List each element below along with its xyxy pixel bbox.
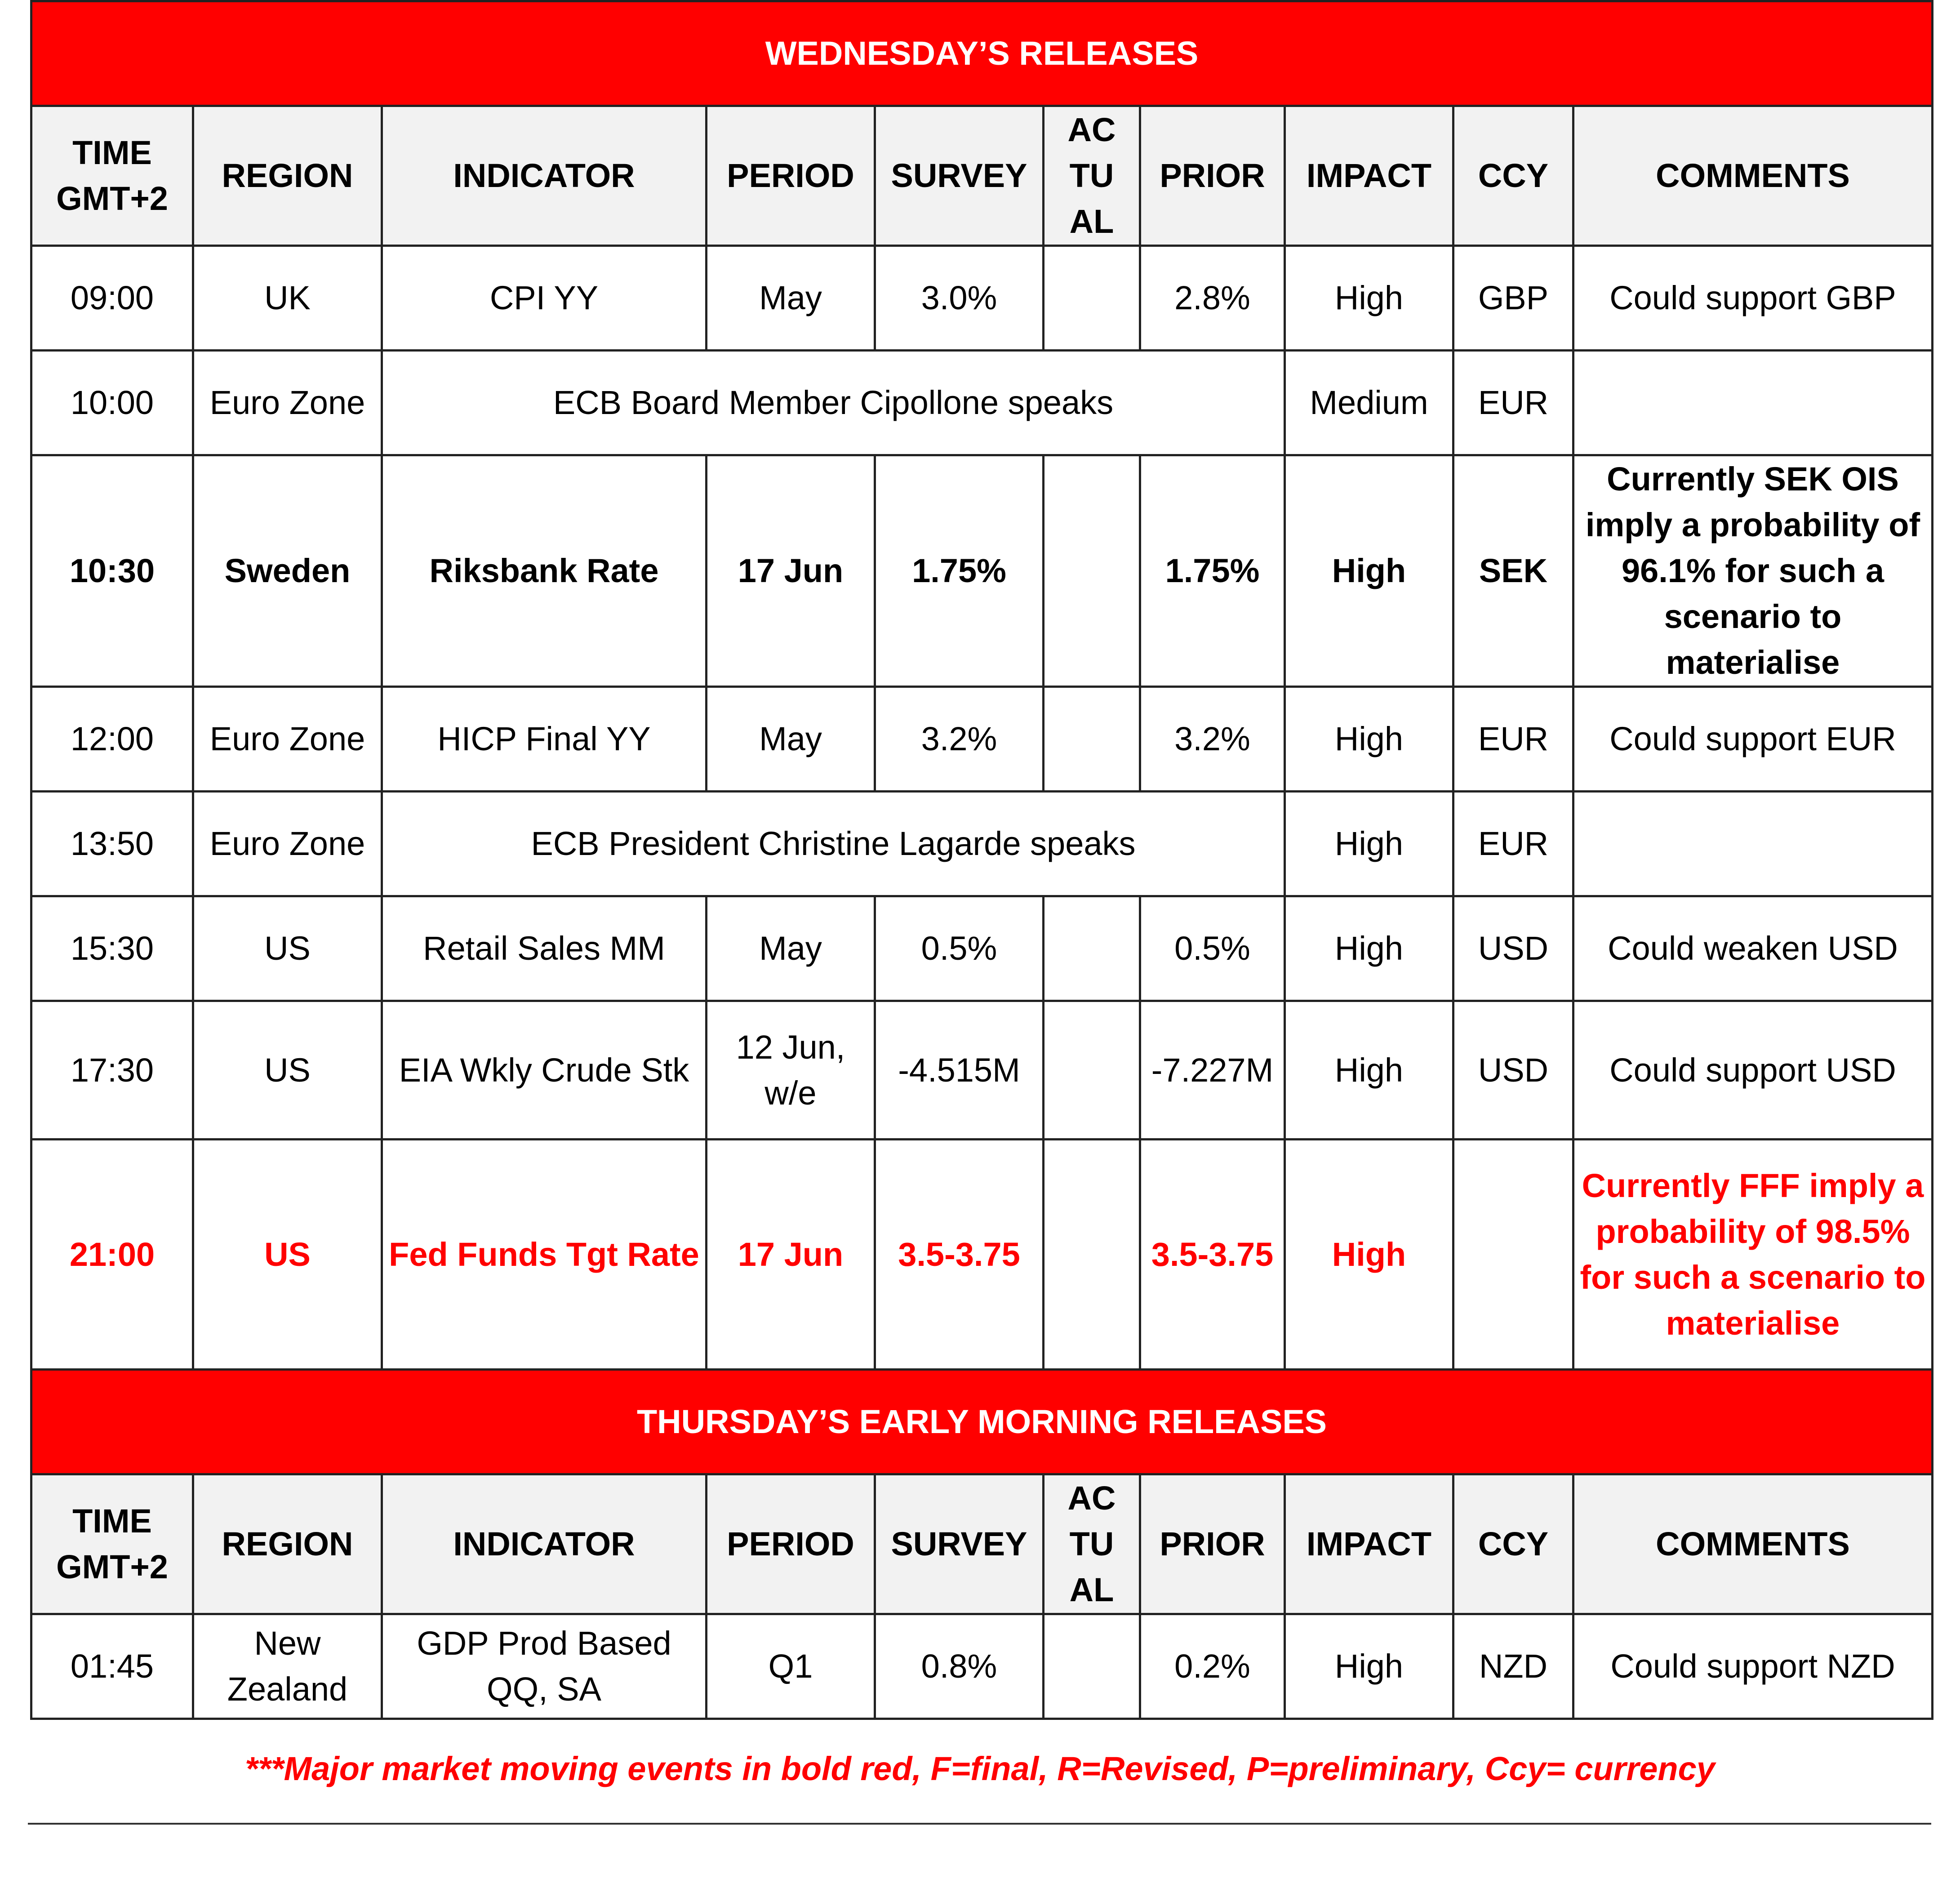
cell-survey: 0.5%	[875, 896, 1044, 1001]
wednesday-banner: WEDNESDAY’S RELEASES	[31, 1, 1933, 106]
table-row	[31, 1001, 1933, 1140]
economic-calendar	[30, 0, 1931, 1720]
wednesday-header-row	[31, 106, 1933, 246]
cell-prior: 0.2%	[1140, 1614, 1285, 1719]
cell-period: Q1	[707, 1614, 875, 1719]
header-actual: AC TU AL	[1044, 106, 1140, 246]
cell-period: May	[707, 687, 875, 792]
cell-prior: -7.227M	[1140, 1001, 1285, 1140]
cell-indicator: CPI YY	[382, 246, 707, 351]
cell-comments: Could support GBP	[1573, 246, 1933, 351]
cell-impact: High	[1285, 1001, 1453, 1140]
cell-comments: Currently SEK OIS imply a probability of 96.1% for such a scenario to materialise	[1573, 455, 1933, 687]
cell-time: 10:30	[31, 455, 193, 687]
cell-prior: 0.5%	[1140, 896, 1285, 1001]
cell-impact: High	[1285, 246, 1453, 351]
cell-prior: 2.8%	[1140, 246, 1285, 351]
cell-indicator: EIA Wkly Crude Stk	[382, 1001, 707, 1140]
cell-time: 10:00	[31, 351, 193, 455]
cell-prior: 3.2%	[1140, 687, 1285, 792]
cell-impact: High	[1285, 792, 1453, 896]
cell-survey: 3.2%	[875, 687, 1044, 792]
cell-actual	[1044, 1001, 1140, 1140]
cell-period: 12 Jun, w/e	[707, 1001, 875, 1140]
cell-comments	[1573, 792, 1933, 896]
cell-survey: 3.5-3.75	[875, 1140, 1044, 1370]
cell-region: Euro Zone	[193, 351, 382, 455]
cell-actual	[1044, 246, 1140, 351]
cell-actual	[1044, 1140, 1140, 1370]
cell-comments: Could support USD	[1573, 1001, 1933, 1140]
cell-survey: 3.0%	[875, 246, 1044, 351]
cell-time: 01:45	[31, 1614, 193, 1719]
header-region: REGION	[193, 106, 382, 246]
header-time: TIME GMT+2	[31, 106, 193, 246]
cell-ccy: EUR	[1453, 351, 1573, 455]
header-period: PERIOD	[707, 1474, 875, 1614]
cell-impact: High	[1285, 896, 1453, 1001]
header-comments: COMMENTS	[1573, 1474, 1933, 1614]
table-row	[31, 1614, 1933, 1719]
cell-period: May	[707, 896, 875, 1001]
cell-time: 13:50	[31, 792, 193, 896]
cell-region: Euro Zone	[193, 687, 382, 792]
table-row	[31, 792, 1933, 896]
cell-period: May	[707, 246, 875, 351]
cell-comments: Currently FFF imply a probability of 98.5% for such a scenario to materialise	[1573, 1140, 1933, 1370]
header-region: REGION	[193, 1474, 382, 1614]
cell-ccy: GBP	[1453, 246, 1573, 351]
cell-region: US	[193, 1140, 382, 1370]
header-survey: SURVEY	[875, 1474, 1044, 1614]
cell-impact: High	[1285, 455, 1453, 687]
cell-prior: 1.75%	[1140, 455, 1285, 687]
cell-ccy: EUR	[1453, 687, 1573, 792]
cell-prior: 3.5-3.75	[1140, 1140, 1285, 1370]
cell-survey: -4.515M	[875, 1001, 1044, 1140]
cell-actual	[1044, 896, 1140, 1001]
cell-comments	[1573, 351, 1933, 455]
table-row	[31, 246, 1933, 351]
cell-comments: Could support NZD	[1573, 1614, 1933, 1719]
header-period: PERIOD	[707, 106, 875, 246]
header-survey: SURVEY	[875, 106, 1044, 246]
cell-event: ECB Board Member Cipollone speaks	[382, 351, 1285, 455]
wednesday-banner-row	[31, 1, 1933, 106]
table-row	[31, 687, 1933, 792]
cell-ccy: USD	[1453, 896, 1573, 1001]
cell-impact: High	[1285, 1140, 1453, 1370]
cell-actual	[1044, 1614, 1140, 1719]
footnote: ***Major market moving events in bold red, F=final, R=Revised, P=preliminary, Ccy= currency	[245, 1750, 1715, 1787]
header-prior: PRIOR	[1140, 1474, 1285, 1614]
cell-region: US	[193, 896, 382, 1001]
cell-ccy	[1453, 1140, 1573, 1370]
thursday-banner: THURSDAY’S EARLY MORNING RELEASES	[31, 1370, 1933, 1474]
header-prior: PRIOR	[1140, 106, 1285, 246]
cell-region: New Zealand	[193, 1614, 382, 1719]
table-row	[31, 351, 1933, 455]
header-impact: IMPACT	[1285, 1474, 1453, 1614]
thursday-header-row	[31, 1474, 1933, 1614]
cell-survey: 0.8%	[875, 1614, 1044, 1719]
header-ccy: CCY	[1453, 106, 1573, 246]
header-actual: AC TU AL	[1044, 1474, 1140, 1614]
cell-time: 17:30	[31, 1001, 193, 1140]
cell-time: 09:00	[31, 246, 193, 351]
cell-indicator: GDP Prod Based QQ, SA	[382, 1614, 707, 1719]
cell-indicator: Riksbank Rate	[382, 455, 707, 687]
cell-time: 12:00	[31, 687, 193, 792]
header-ccy: CCY	[1453, 1474, 1573, 1614]
cell-actual	[1044, 455, 1140, 687]
releases-table	[30, 0, 1933, 1720]
cell-actual	[1044, 687, 1140, 792]
cell-comments: Could support EUR	[1573, 687, 1933, 792]
table-row	[31, 455, 1933, 687]
cell-event: ECB President Christine Lagarde speaks	[382, 792, 1285, 896]
header-indicator: INDICATOR	[382, 1474, 707, 1614]
cell-region: Sweden	[193, 455, 382, 687]
cell-region: Euro Zone	[193, 792, 382, 896]
cell-impact: High	[1285, 687, 1453, 792]
bottom-divider	[28, 1823, 1931, 1825]
cell-region: UK	[193, 246, 382, 351]
header-impact: IMPACT	[1285, 106, 1453, 246]
cell-impact: High	[1285, 1614, 1453, 1719]
header-comments: COMMENTS	[1573, 106, 1933, 246]
cell-time: 21:00	[31, 1140, 193, 1370]
header-time: TIME GMT+2	[31, 1474, 193, 1614]
cell-indicator: Fed Funds Tgt Rate	[382, 1140, 707, 1370]
cell-period: 17 Jun	[707, 1140, 875, 1370]
cell-survey: 1.75%	[875, 455, 1044, 687]
cell-ccy: USD	[1453, 1001, 1573, 1140]
header-indicator: INDICATOR	[382, 106, 707, 246]
cell-ccy: NZD	[1453, 1614, 1573, 1719]
cell-region: US	[193, 1001, 382, 1140]
table-row	[31, 896, 1933, 1001]
table-row	[31, 1140, 1933, 1370]
cell-impact: Medium	[1285, 351, 1453, 455]
cell-indicator: Retail Sales MM	[382, 896, 707, 1001]
cell-comments: Could weaken USD	[1573, 896, 1933, 1001]
cell-time: 15:30	[31, 896, 193, 1001]
cell-indicator: HICP Final YY	[382, 687, 707, 792]
cell-ccy: SEK	[1453, 455, 1573, 687]
cell-ccy: EUR	[1453, 792, 1573, 896]
cell-period: 17 Jun	[707, 455, 875, 687]
thursday-banner-row	[31, 1370, 1933, 1474]
